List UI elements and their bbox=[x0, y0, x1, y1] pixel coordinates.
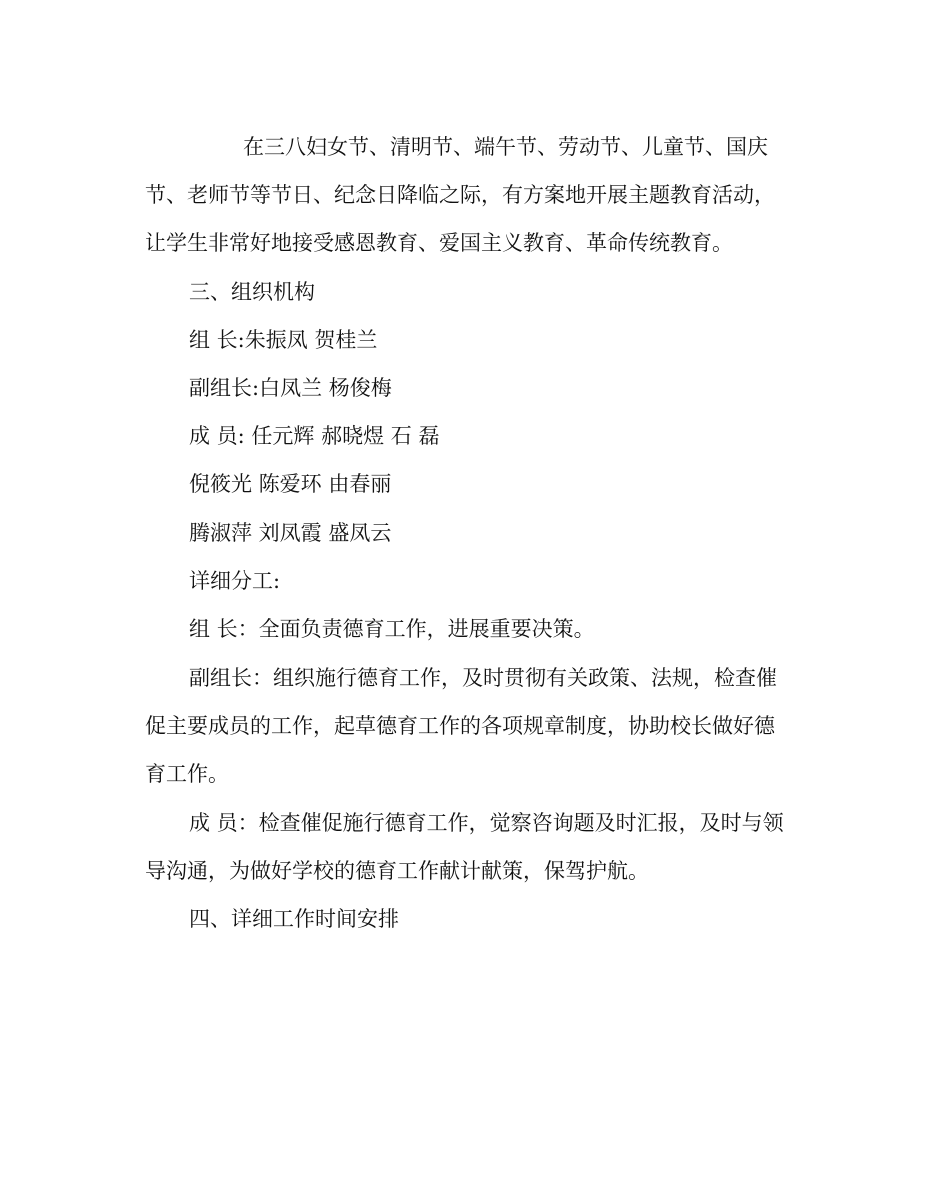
paragraph-line: 倪筱光 陈爱环 由春丽 bbox=[189, 472, 392, 496]
paragraph-line: 副组长：组织施行德育工作，及时贯彻有关政策、法规，检查催 bbox=[189, 666, 777, 690]
paragraph-line: 在三八妇女节、清明节、端午节、劳动节、儿童节、国庆 bbox=[243, 135, 768, 159]
paragraph-line: 组 长：全面负责德育工作，进展重要决策。 bbox=[189, 617, 595, 641]
paragraph-line: 副组长:白凤兰 杨俊梅 bbox=[189, 376, 392, 400]
paragraph-line: 导沟通，为做好学校的德育工作献计献策，保驾护航。 bbox=[145, 859, 649, 883]
paragraph-line: 腾淑萍 刘凤霞 盛凤云 bbox=[189, 521, 392, 545]
paragraph-line: 育工作。 bbox=[145, 762, 229, 786]
paragraph-line: 详细分工: bbox=[189, 569, 281, 593]
paragraph-line: 促主要成员的工作，起草德育工作的各项规章制度，协助校长做好德 bbox=[145, 714, 775, 738]
paragraph-line: 组 长:朱振凤 贺桂兰 bbox=[189, 328, 378, 352]
paragraph-line: 节、老师节等节日、纪念日降临之际，有方案地开展主题教育活动， bbox=[145, 183, 775, 207]
paragraph-line: 成 员: 任元辉 郝晓煜 石 磊 bbox=[189, 424, 440, 448]
section-heading: 四、详细工作时间安排 bbox=[189, 907, 399, 931]
paragraph-line: 成 员：检查催促施行德育工作，觉察咨询题及时汇报，及时与领 bbox=[189, 811, 784, 835]
paragraph-line: 让学生非常好地接受感恩教育、爱国主义教育、革命传统教育。 bbox=[145, 231, 733, 255]
section-heading: 三、组织机构 bbox=[189, 280, 315, 304]
